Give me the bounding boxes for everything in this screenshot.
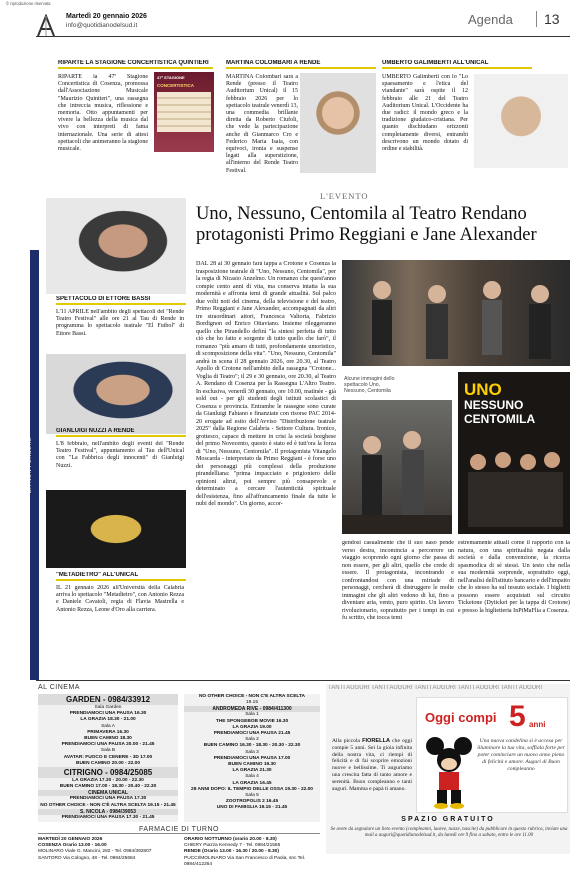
listing: PRIMAVERA 16.30	[87, 729, 129, 735]
auguri-text: Alla piccola FIORELLA che oggi compie 5 anni. Sei la gioia infinita della nostra vita, ci riempi di felicità e di fai scoprire emozioni nuove e bellissime. Ti auguriamo una crescita fatta di tanto amore e serenità. Buon compleanno e tanti auguri. Mamma e papà ti amano.	[332, 738, 412, 792]
unical-title: CINEMA UNICAL	[38, 790, 178, 796]
card-number: 5	[509, 700, 526, 733]
issue-date: Martedì 20 gennaio 2026	[66, 13, 147, 20]
article-col1: DAL 28 al 30 gennaio farà tappa a Crotone e Cosenza la trasposizione teatrale di "Uno, Nessuno, Centomila", per la regia di Nicasio Anzelmo. Un romanzo che quest'anno compie cento anni di vita, ma conserva intatta la sua modernità e affronta temi di grande attualità. Sul palco due volti noti del cinema, della televisione e del teatro, Primo Reggiani e Jane Alexander, accompagnati da altri tre straordinari attori, Francesca Valtorta, Fabrizio Bordignon ed Enrico Ottaviano. Insieme rileggeranno quello che Pirandello definì "la sintesi perfetta di tutto ciò che ho fatto e sorgente di tutto quello che farò", il romanzo "più amaro di tutti, profondamente umoristico, di scomposizione della vita". "Uno, Nessuno, Centomila" andrà in scena il 28 gennaio 2026, ore 20.30, al Teatro Apollo di Crotone nell'ambito della rassegna "Crotone... Voglia di Teatro"; il 29 e 30 gennaio, ore 20.30, al Teatro A. Rendano di Cosenza per la Rassegna L'Altro Teatro. In esclusiva, venerdì 30 gennaio, ore 10.00, matinée - già sold out - per gli studenti degli istituti scolastici di Cosenza e provincia. Entrambe le rassegne sono curate da Gianluigi Fabiano e finanziate con risorse PAC 2014-20 erogate ad esito dell'Avviso "Distribuzione teatrale 2025" dalla Regione Calabria - Settore Cultura. Ironico, grottesco, capace di mettere in crisi la società borghese del primo Novecento, questo è stato ed è tutt'ora la forza di "Uno, Nessuno, Centomila". Il protagonista Vitangelo Moscarda - interpretato da Primo Reggiani - è forse uno dei personaggi più complessi della produzione pirandelliana: "prima impacciato e prigioniero delle opinioni altrui, poi sempre più consapevole e determinato a cercare l'autenticità spirituale dell'esistenza, fino all'affrancamento finale da tutte le nubi del mondo". Un giorno, accor-	[196, 261, 336, 507]
listing: Sala 1	[245, 712, 259, 718]
farmacie-line: COSENZA Orario 13.00 - 16.00	[38, 843, 107, 849]
listing: LA GRAZIA 17.30 - 20.00 - 22.30	[72, 778, 144, 784]
poster-uno: UNO	[464, 380, 502, 399]
nuzzi-text: L'8 febbraio, nell'ambito degli eventi del "Rende Teatro Festival", appuntamento al Tau dell'Unical con "La Fabbrica degli innocenti" di Gianluigi Nuzzi.	[56, 441, 184, 469]
listing: Sala B	[100, 748, 116, 754]
andromeda-title: ANDROMEDA RIVE - 0984/411300	[184, 706, 320, 712]
cinema-col2	[184, 694, 320, 822]
listing: Sala 3	[245, 749, 259, 755]
listing: BUEN CAMINO 17.00 - 18.30 - 20.40 - 22.30	[59, 784, 157, 790]
farmacie-line: MOLINARO Viale G. Mancini, 282 - Tel. 0984/392807	[38, 849, 152, 855]
listing: ZOOTROPOLIS 2 16.45	[225, 799, 279, 805]
mouse-character-icon	[423, 736, 475, 810]
listing: Sala Garden	[94, 705, 122, 710]
photo-caption: Alcune immagini dello spettacolo Uno, Nessuno, Centomila	[344, 376, 395, 395]
listing: LA GRAZIA 19.00	[232, 724, 272, 730]
article-col2: gendosi casualmente che il suo naso pende verso destra, incomincia a percorrere un viaggio scoprendo ogni giorno che passa di non essere, per gli altri, quello che crede di essere. Il protagonista, incontrando e confrontandosi con una miriade di personaggi, cercherà di distruggere le molte immagini che gli altri vedono di lui, fino a diventare aria, vento, puro spirito. Un lavoro rivoluzionario, soprattutto per i tempi in cui fu scritto, che tocca temi	[342, 540, 454, 621]
metadietro-kicker: "METADIETRO" ALL'UNICAL	[56, 572, 186, 581]
farmacie-right	[184, 837, 320, 868]
spazio-text: Se avete da segnalare un lieto evento (compleanni, lauree, nozze, nascite) da pubblicare in questo rubrica, inviate una mail a auguri@quotidianodelsud.it, da lunedì ore 9 fino a sabato, entro le ore 11.00	[330, 827, 568, 838]
listing: THE SPONGEBOB MOVIE 16.30	[215, 718, 289, 724]
brief-quintieri-kicker: RIPARTE LA STAGIONE CONCERTISTICA QUINTIERI	[58, 60, 213, 69]
birthday-card	[416, 697, 568, 813]
nuzzi-photo	[46, 354, 186, 434]
listing: BUEN CAMINO 16.30 - 18.30 - 20.30 - 22.30	[203, 743, 301, 749]
email-link[interactable]: info@quotidianodelsud.it	[66, 22, 138, 29]
farmacie-line: PUCCI/MOLINARO Via San Francesco di Paola, snc Tel. 0984/412264	[184, 855, 306, 867]
sidebar-band-label: DA NON PERDERE	[27, 436, 33, 494]
newspaper-logo	[36, 14, 56, 38]
article-col3: estremamente attuali come il rapporto con la natura, con una spiritualità negata dalla società e dalla convenzione, la ricerca spasmodica di sé stessi. Un testo che nella sua modernità sorprende, soprattutto oggi, nell'analisi dell'istituto bancario e dell'impatto che lo stesso ha sul tessuto sociale. I biglietti possono essere acquistati sul circuito Ticketone (Dyticket per la tappa di Crotone) e presso la biglietteria InPiMaFlia a Cosenza.	[458, 540, 570, 614]
bottom-rule	[36, 680, 570, 681]
listing: NO OTHER CHOICE - NON C'È ALTRA SCELTA	[198, 694, 306, 699]
citrigno-title: CITRIGNO - 0984/25085	[38, 767, 178, 778]
listing: 28 ANNI DOPO: IL TEMPIO DELLE OSSA 19.30 - 22.00	[191, 786, 313, 792]
farmacie-date: MARTEDÌ 20 GENNAIO 2026	[38, 837, 103, 842]
listing: BUEN CAMINO 20.00 - 22.00	[76, 760, 140, 766]
card-anni: anni	[529, 720, 546, 729]
brief-colombari-kicker: MARTINA COLOMBARI A RENDE	[226, 60, 376, 69]
listing: AVATAR: FUOCO E CENERE - 3D 17.00	[63, 754, 153, 760]
listing: BUEN CAMINO 18.30	[84, 736, 132, 742]
listing: NO OTHER CHOICE - NON C'È ALTRA SCELTA 19.15 - 21.45	[40, 802, 176, 808]
auguri-heading: TANTI AUGURI TANTI AUGURI TANTI AUGURI TANTI AUGURI TANTI AUGURI	[328, 685, 543, 691]
listing: UNO DI FAMIGLIA 19.15 - 21.45	[216, 805, 288, 811]
stage-photo-2	[342, 400, 452, 534]
listing: Sala 2	[245, 737, 259, 743]
farmacie-line: SANTORO Via Cologno, 48 - Tel. 0984/25684	[38, 855, 136, 861]
poster-title: CONCERTISTICA	[157, 83, 194, 88]
cinema-heading: AL CINEMA	[38, 684, 80, 691]
listing: LA GRAZIA 16.45	[232, 780, 272, 786]
listing: PRENDIAMOCI UNA PAUSA 17.00	[213, 755, 291, 761]
concert-poster	[154, 72, 214, 152]
listing: PRENDIAMOCI UNA PAUSA 16.30	[69, 711, 147, 717]
section-name: Agenda	[468, 12, 513, 27]
show-poster	[458, 372, 570, 534]
galimberti-photo	[474, 74, 568, 168]
bassi-kicker: SPETTACOLO DI ETTORE BASSI	[56, 296, 186, 305]
listing: LA GRAZIA 18.30 - 21.00	[80, 717, 136, 723]
copyright-note: © riproduzione riservata	[6, 1, 51, 6]
brief-quintieri-text: RIPARTE la 47ª Stagione Concertistica di Cosenza, promossa dall'Associazione Musicale "Maurizio Quintieri", una rassegna che intreccia musica, riflessione e memoria. Otto appuntamenti per vivere la bellezza della musica dal vivo con interpreti di fama internazionale. Una serie di attesi spettacoli che animeranno la stagione musicale.	[58, 74, 148, 153]
cinema-col1	[38, 694, 178, 822]
farmacie-line: ORARIO NOTTURNO (orario 20.00 - 8.30)	[184, 837, 277, 842]
listing: Sala A	[101, 723, 115, 729]
card-title: Oggi compi	[425, 710, 497, 725]
garden-title: GARDEN - 0984/33912	[38, 694, 178, 705]
listing: PRENDIAMOCI UNA PAUSA 17.30 - 21.45	[61, 814, 155, 820]
farmacie-heading: FARMACIE DI TURNO	[38, 826, 320, 834]
page-number: 13	[536, 11, 560, 27]
farmacie-line: RENDE (Orario 13.00 - 16.30 / 20.00 - 8.30)	[184, 849, 279, 855]
listing: LA GRAZIA 21.30	[232, 768, 272, 774]
colombari-photo	[300, 73, 376, 173]
metadietro-photo	[46, 490, 186, 568]
nuzzi-kicker: GIANLUIGI NUZZI A RENDE	[56, 428, 186, 437]
farmacie-left	[38, 837, 178, 862]
listing: PRENDIAMOCI UNA PAUSA 20.00 - 21.45	[61, 742, 155, 748]
listing: 19.15	[245, 700, 258, 706]
brief-galimberti-kicker: UMBERTO GALIMBERTI ALL'UNICAL	[382, 60, 532, 69]
listing: Sala 4	[245, 774, 259, 780]
metadietro-text: IL 21 gennaio 2026 all'Università della Calabria arriva lo spettacolo "Metadietro", con Antonio Rezza e Daniele Cavaioli, regia di Flavia Mastrella e Antonio Rezza, Leone d'Oro alla carriera.	[56, 585, 184, 613]
poster-season: 47ª STAGIONE	[157, 75, 185, 80]
brief-colombari-text: MARTINA Colombari sarà a Rende (presso il Teatro Auditorium Unical) il 15 febbraio 2026 per lo spettacolo teatrale venerdì 13, una commedia brillante diretta da Roberto Ciufoli, che vede la partecipazione anche di Gianmarco Cro e Federico Maria Isaia, con equivoci, ironia e suspense legati alla superstizione, all'interno del Rende Teatro Festival.	[226, 74, 298, 174]
article-headline: Uno, Nessuno, Centomila al Teatro Rendano protagonisti Primo Reggiani e Jane Alexander	[196, 204, 537, 245]
article-tag: L'EVENTO	[320, 191, 369, 201]
poster-program	[157, 92, 211, 132]
poster-centomila: CENTOMILA	[464, 412, 536, 426]
listing: BUEN CAMINO 19.30	[228, 762, 276, 768]
bassi-text: L'11 APRILE nell'ambito degli spettacoli del "Rende Teatro Festival" alle ore 21 al Tau di Rende in programma lo spettacolo teatrale "El Futbol" di Ettore Bassi.	[56, 309, 184, 337]
farmacie-line: CHIERY Piazza Kennedy 7 - Tel. 0984/21585	[184, 843, 281, 849]
stage-photo-1	[342, 260, 570, 366]
snicola-title: S. NICOLA - 0984/39053	[38, 809, 178, 815]
poster-nessuno: NESSUNO	[464, 398, 524, 412]
listing: Sala 5	[245, 793, 259, 799]
bassi-photo	[46, 198, 186, 294]
listing: PRENDIAMOCI UNA PAUSA 21.45	[213, 731, 291, 737]
spazio-gratuito: SPAZIO GRATUITO	[401, 816, 495, 823]
brief-galimberti-text: UMBERTO Galimberti con lo "Lo spaesamento e l'etica del viandante" sarà ospite il 12 febbraio alle 21 del Teatro Auditorium Unical. L'Occidente ha due radici: il mondo greco e la tradizione giudaico-cristiana. Per quanto dischiudano orizzonti completamente diversi, entrambi descrivono un mondo dotato di ordine e stabilità.	[382, 74, 468, 153]
listing: PRENDIAMOCI UNA PAUSA 17.30	[69, 796, 147, 802]
card-message: Una nuova candelina si è accesa per illuminare la tua vita, soffiala forte per poter cominciare un nuovo anno pieno di felicità e amore. Auguri di Buon compleanno	[477, 738, 565, 772]
header-rule	[36, 36, 570, 37]
